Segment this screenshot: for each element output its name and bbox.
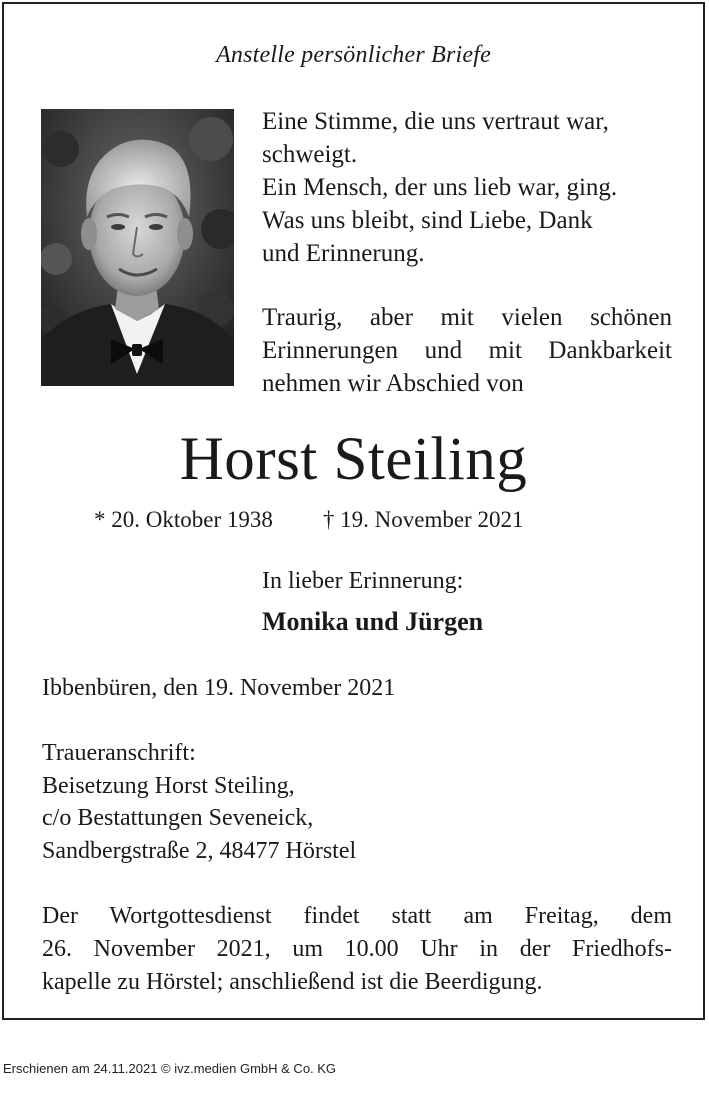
service-line: kapelle zu Hörstel; anschließend ist die Beerdigung. — [42, 969, 543, 995]
farewell-line: Erinnerungen und mit Dankbarkeit — [262, 337, 672, 364]
memory-line: In lieber Erinnerung: — [262, 568, 464, 594]
poem-line: Eine Stimme, die uns vertraut war, — [262, 108, 609, 135]
address-line: Traueranschrift: — [42, 740, 196, 766]
birth-date: * 20. Oktober 1938 — [94, 507, 273, 532]
poem-line: Was uns bleibt, sind Liebe, Dank — [262, 207, 593, 234]
address-line: c/o Bestattungen Seveneick, — [42, 805, 314, 831]
life-dates — [94, 507, 523, 533]
service-info — [42, 900, 672, 999]
death-date: † 19. November 2021 — [322, 507, 524, 532]
address-line: Beisetzung Horst Steiling, — [42, 772, 295, 799]
poem-line: Ein Mensch, der uns lieb war, ging. — [262, 174, 618, 201]
address-line: Sandbergstraße 2, 48477 Hörstel — [42, 837, 357, 864]
poem-line: und Erinnerung. — [262, 240, 425, 267]
obituary-notice — [2, 2, 705, 1020]
portrait-photo — [41, 109, 234, 386]
service-line: Der Wortgottesdienst findet statt am Freitag, dem — [42, 903, 672, 929]
poem-line: schweigt. — [262, 141, 358, 168]
service-line: 26. November 2021, um 10.00 Uhr in der Friedhofs- — [42, 936, 672, 962]
poem — [262, 105, 672, 400]
mourning-address — [42, 737, 356, 867]
deceased-name: Horst Steiling — [179, 426, 528, 493]
farewell-line: nehmen wir Abschied von — [262, 370, 524, 397]
place-date: Ibbenbüren, den 19. November 2021 — [42, 675, 396, 701]
notice-subtitle: Anstelle persönlicher Briefe — [216, 42, 491, 68]
publication-footer: Erschienen am 24.11.2021 © ivz.medien GmbH & Co. KG — [3, 1061, 337, 1076]
farewell-line: Traurig, aber mit vielen schönen — [262, 304, 672, 331]
signers: Monika und Jürgen — [262, 607, 484, 636]
portrait-photo-image — [41, 109, 234, 386]
